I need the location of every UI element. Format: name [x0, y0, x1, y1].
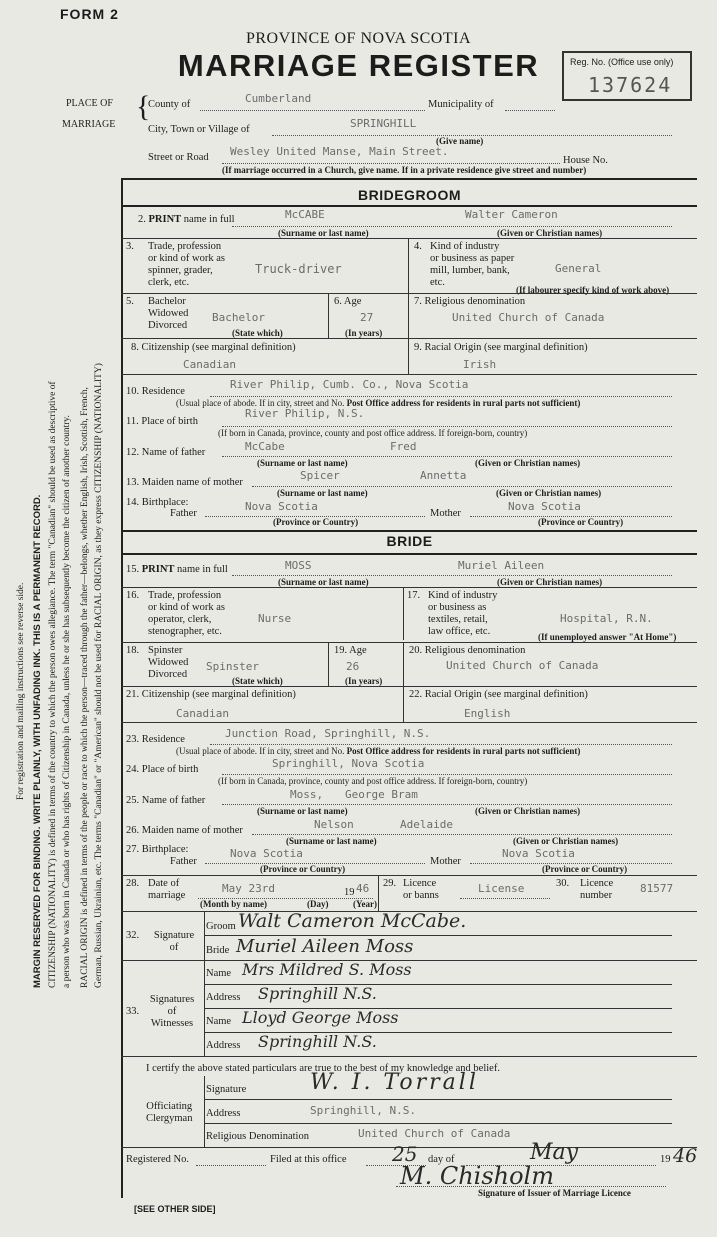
marriage-year: 46	[356, 882, 370, 895]
bride-birth-label: 24. Place of birth	[126, 764, 199, 775]
issuer-hint: Signature of Issuer of Marriage Licence	[478, 1188, 631, 1198]
groom-father-given: Fred	[390, 440, 417, 453]
groom-given-names: Walter Cameron	[465, 208, 558, 221]
groom-citizenship-label: 8. Citizenship (see marginal definition)	[131, 342, 296, 353]
margin-instructions: For registration and mailing instructions see reverse side.	[16, 582, 26, 800]
bride-father-surname-hint: (Surname or last name)	[257, 806, 348, 816]
groom-age-label: 6. Age	[334, 296, 362, 307]
bride-given-hint: (Given or Christian names)	[497, 577, 603, 587]
groom-trade: Truck-driver	[255, 262, 342, 276]
certify-text: I certify the above stated particulars are true to the best of my knowledge and belief.	[146, 1063, 500, 1074]
bride-prov-hint-2: (Province or Country)	[542, 864, 628, 874]
reg-number-box	[562, 51, 692, 101]
groom-n5: 5.	[126, 296, 134, 307]
clergy-denomination: United Church of Canada	[358, 1127, 511, 1140]
filed-label: Filed at this office	[270, 1154, 347, 1165]
bride-religion-label: 20. Religious denomination	[409, 645, 526, 656]
groom-age: 27	[360, 311, 374, 324]
city-label: City, Town or Village of	[148, 124, 250, 135]
bride-name-label: 15. PRINT name in full	[126, 564, 228, 575]
bride-bp-mother-label: Mother	[430, 856, 461, 867]
municipality-label: Municipality of	[428, 99, 494, 110]
groom-birthplace-label: 14. Birthplace:	[126, 497, 189, 508]
bride-age-label: 19. Age	[334, 645, 367, 656]
margin-warning: MARGIN RESERVED FOR BINDING. WRITE PLAINLY, WITH UNFADING INK. THIS IS A PERMANENT RECORD.	[32, 494, 43, 988]
street-label: Street or Road	[148, 152, 209, 163]
licence-n30: 30.	[556, 878, 570, 889]
years-hint: (In years)	[345, 328, 383, 338]
bride-n17: 17.	[407, 590, 421, 601]
bride-father-given: George Bram	[345, 788, 418, 801]
place-note: (If marriage occurred in a Church, give name. If in a private residence give street and number)	[222, 165, 587, 175]
w1-name-label: Name	[206, 968, 232, 979]
groom-n3: 3.	[126, 241, 134, 252]
marriage-month-day: May 23rd	[222, 882, 275, 895]
bride-industry: Hospital, R.N.	[560, 612, 653, 625]
margin-racial-2: German, Russian, Ukrainian, etc. The terms "Canadian" or "American" should not be used for RACIAL ORIGIN, as they express CITIZENSHIP (NATIONALITY)	[94, 363, 104, 988]
margin-citizenship-1: CITIZENSHIP (NATIONALITY) is defined in terms of the country to which the person owes allegiance. The term "Canadian" should be used as descriptive of	[48, 381, 58, 988]
groom-name-label: 2. PRINT name in full	[138, 214, 235, 225]
bride-citizenship: Canadian	[176, 707, 229, 720]
groom-citizenship: Canadian	[183, 358, 236, 371]
bride-age: 26	[346, 660, 360, 673]
street-value: Wesley United Manse, Main Street.	[230, 145, 449, 158]
licence-type: License	[478, 882, 525, 895]
mother-surname-hint: (Surname or last name)	[277, 488, 368, 498]
groom-word: Groom	[206, 921, 236, 932]
father-given-hint: (Given or Christian names)	[475, 458, 581, 468]
groom-industry-label: Kind of industry or business as paper mill, lumber, bank, etc.	[430, 241, 515, 288]
industry-hint: (If labourer specify kind of work above)	[516, 285, 670, 295]
groom-mother-surname: Spicer	[300, 469, 340, 482]
bride-years-hint: (In years)	[345, 676, 383, 686]
page-title: MARRIAGE REGISTER	[177, 48, 540, 83]
surname-hint: (Surname or last name)	[278, 228, 369, 238]
groom-racial: Irish	[463, 358, 497, 371]
sig-n32: 32.	[126, 930, 140, 941]
bride-prov-hint-1: (Province or Country)	[260, 864, 346, 874]
bride-status-label: Spinster Widowed Divorced	[148, 645, 189, 680]
groom-n4: 4.	[414, 241, 422, 252]
bride-father-label: 25. Name of father	[126, 795, 206, 806]
city-value: SPRINGHILL	[350, 117, 417, 130]
brace-1: {	[136, 90, 151, 123]
licence-n29: 29.	[383, 878, 397, 889]
denomination-label: Religious Denomination	[206, 1131, 309, 1142]
issuer-signature: M. Chisholm	[400, 1162, 554, 1190]
registered-label: Registered No.	[126, 1154, 189, 1165]
clergy-signature: W. I. Torrall	[310, 1070, 479, 1095]
state-hint: (State which)	[232, 328, 283, 338]
county-label: County of	[148, 99, 191, 110]
bride-word: Bride	[206, 945, 230, 956]
signature-of-label: Signature of	[153, 930, 195, 953]
bride-citizenship-label: 21. Citizenship (see marginal definition)	[126, 689, 296, 700]
marriage-label: MARRIAGE	[62, 119, 116, 130]
bride-bp-father-label: Father	[170, 856, 197, 867]
filed-year-prefix: 19	[660, 1154, 671, 1165]
groom-mother-label: 13. Maiden name of mother	[126, 477, 243, 488]
margin-citizenship-2: a person who was born in Canada or who has rights of Citizenship in Canada, unless he or she has subsequently become the citizen of another country.	[62, 415, 72, 988]
groom-religion: United Church of Canada	[452, 311, 605, 324]
bride-n18: 18.	[126, 645, 140, 656]
clergy-address: Springhill, N.S.	[310, 1104, 416, 1117]
groom-father-surname: McCabe	[245, 440, 285, 453]
licence-label: Licence or banns	[403, 878, 439, 901]
clergy-address-label: Address	[206, 1108, 241, 1119]
date-label: Date of marriage	[148, 878, 186, 901]
groom-birth-label: 11. Place of birth	[126, 416, 198, 427]
officiating-label: Officiating Clergyman	[146, 1101, 193, 1124]
given-hint: (Given or Christian names)	[497, 228, 603, 238]
bride-given-names: Muriel Aileen	[458, 559, 545, 572]
groom-mother-birthplace: Nova Scotia	[508, 500, 581, 513]
bride-mother-birthplace: Nova Scotia	[502, 847, 575, 860]
groom-birthplace: River Philip, N.S.	[245, 407, 365, 420]
section-bridegroom: BRIDEGROOM	[358, 187, 461, 203]
groom-mother-given: Annetta	[420, 469, 467, 482]
groom-status-label: Bachelor Widowed Divorced	[148, 296, 189, 331]
province-title: PROVINCE OF NOVA SCOTIA	[245, 30, 471, 47]
year-hint: (Year)	[353, 899, 377, 909]
licence-number: 81577	[640, 882, 674, 895]
bride-father-surname: Moss,	[290, 788, 324, 801]
witness2-address: Springhill N.S.	[258, 1032, 377, 1051]
house-label: House No.	[563, 155, 608, 166]
witness2-name: Lloyd George Moss	[242, 1008, 399, 1027]
groom-bp-mother-label: Mother	[430, 508, 461, 519]
w1-address-label: Address	[206, 992, 241, 1003]
groom-father-birthplace: Nova Scotia	[245, 500, 318, 513]
witness1-name: Mrs Mildred S. Moss	[242, 960, 412, 979]
groom-surname: McCABE	[285, 208, 325, 221]
county-value: Cumberland	[245, 92, 312, 105]
groom-residence-label: 10. Residence	[126, 386, 185, 397]
bride-industry-label: Kind of industry or business as textiles, retail, law office, etc.	[428, 590, 498, 637]
birth-hint: (If born in Canada, province, county and post office address. If foreign-born, country)	[218, 428, 528, 438]
filed-day: 25	[392, 1142, 418, 1166]
bride-mother-given-hint: (Given or Christian names)	[513, 836, 619, 846]
groom-bp-father-label: Father	[170, 508, 197, 519]
groom-trade-label: Trade, profession or kind of work as spinner, grader, clerk, etc.	[148, 241, 225, 288]
bride-racial-label: 22. Racial Origin (see marginal definition)	[409, 689, 588, 700]
bride-residence: Junction Road, Springhill, N.S.	[225, 727, 431, 740]
month-hint: (Month by name)	[200, 899, 267, 909]
bride-trade: Nurse	[258, 612, 292, 625]
filed-year: 46	[673, 1145, 698, 1167]
clergy-signature-label: Signature	[206, 1084, 247, 1095]
sig-n33: 33.	[126, 1006, 140, 1017]
prov-hint-1: (Province or Country)	[273, 517, 359, 527]
witnesses-label: Signatures of Witnesses	[149, 994, 195, 1029]
bride-father-birthplace: Nova Scotia	[230, 847, 303, 860]
licence-number-label: Licence number	[580, 878, 614, 901]
day-hint: (Day)	[307, 899, 329, 909]
bride-mother-label: 26. Maiden name of mother	[126, 825, 243, 836]
form-number: FORM 2	[60, 6, 119, 22]
groom-residence: River Philip, Cumb. Co., Nova Scotia	[230, 378, 469, 391]
mother-given-hint: (Given or Christian names)	[496, 488, 602, 498]
day-of-label: day of	[428, 1154, 455, 1165]
groom-father-label: 12. Name of father	[126, 447, 206, 458]
year-prefix: 19	[344, 887, 355, 898]
groom-signature: Walt Cameron McCabe.	[238, 910, 467, 932]
margin-racial-1: RACIAL ORIGIN is defined in terms of the people or race to which the person—traced through the father—belongs, whether English, Irish, Scottish, French,	[80, 387, 90, 988]
bride-religion: United Church of Canada	[446, 659, 599, 672]
father-surname-hint: (Surname or last name)	[257, 458, 348, 468]
bride-n16: 16.	[126, 590, 140, 601]
bride-mother-surname-hint: (Surname or last name)	[286, 836, 377, 846]
reg-number-value: 137624	[588, 73, 673, 97]
give-name-hint: (Give name)	[436, 136, 484, 146]
bride-racial: English	[464, 707, 511, 720]
bride-mother-surname: Nelson	[314, 818, 354, 831]
bride-birth-hint: (If born in Canada, province, county and post office address. If foreign-born, country)	[218, 776, 528, 786]
prov-hint-2: (Province or Country)	[538, 517, 624, 527]
groom-racial-label: 9. Racial Origin (see marginal definition)	[414, 342, 588, 353]
bride-surname: MOSS	[285, 559, 312, 572]
bride-birthplace-label: 27. Birthplace:	[126, 844, 189, 855]
w2-name-label: Name	[206, 1016, 232, 1027]
see-other-side: [SEE OTHER SIDE]	[134, 1204, 216, 1214]
bride-signature: Muriel Aileen Moss	[236, 936, 414, 957]
reg-label: Reg. No. (Office use only)	[570, 57, 674, 67]
groom-status: Bachelor	[212, 311, 265, 324]
date-n28: 28.	[126, 878, 140, 889]
place-of-label: PLACE OF	[66, 98, 113, 109]
bride-residence-hint: (Usual place of abode. If in city, street and No. Post Office address for residents in rural parts not sufficient)	[176, 746, 581, 756]
w2-address-label: Address	[206, 1040, 241, 1051]
bride-surname-hint: (Surname or last name)	[278, 577, 369, 587]
filed-month: May	[530, 1140, 579, 1165]
bride-father-given-hint: (Given or Christian names)	[475, 806, 581, 816]
bride-state-hint: (State which)	[232, 676, 283, 686]
bride-industry-hint: (If unemployed answer "At Home")	[538, 632, 677, 642]
groom-religion-label: 7. Religious denomination	[414, 296, 526, 307]
section-bride: BRIDE	[386, 533, 433, 549]
bride-status: Spinster	[206, 660, 259, 673]
residence-hint: (Usual place of abode. If in city, street and No. Post Office address for residents in rural parts not sufficient)	[176, 398, 581, 408]
witness1-address: Springhill N.S.	[258, 984, 377, 1003]
bride-trade-label: Trade, profession or kind of work as operator, clerk, stenographer, etc.	[148, 590, 225, 637]
bride-mother-given: Adelaide	[400, 818, 453, 831]
groom-industry: General	[555, 262, 602, 275]
bride-birthplace: Springhill, Nova Scotia	[272, 757, 425, 770]
bride-residence-label: 23. Residence	[126, 734, 185, 745]
